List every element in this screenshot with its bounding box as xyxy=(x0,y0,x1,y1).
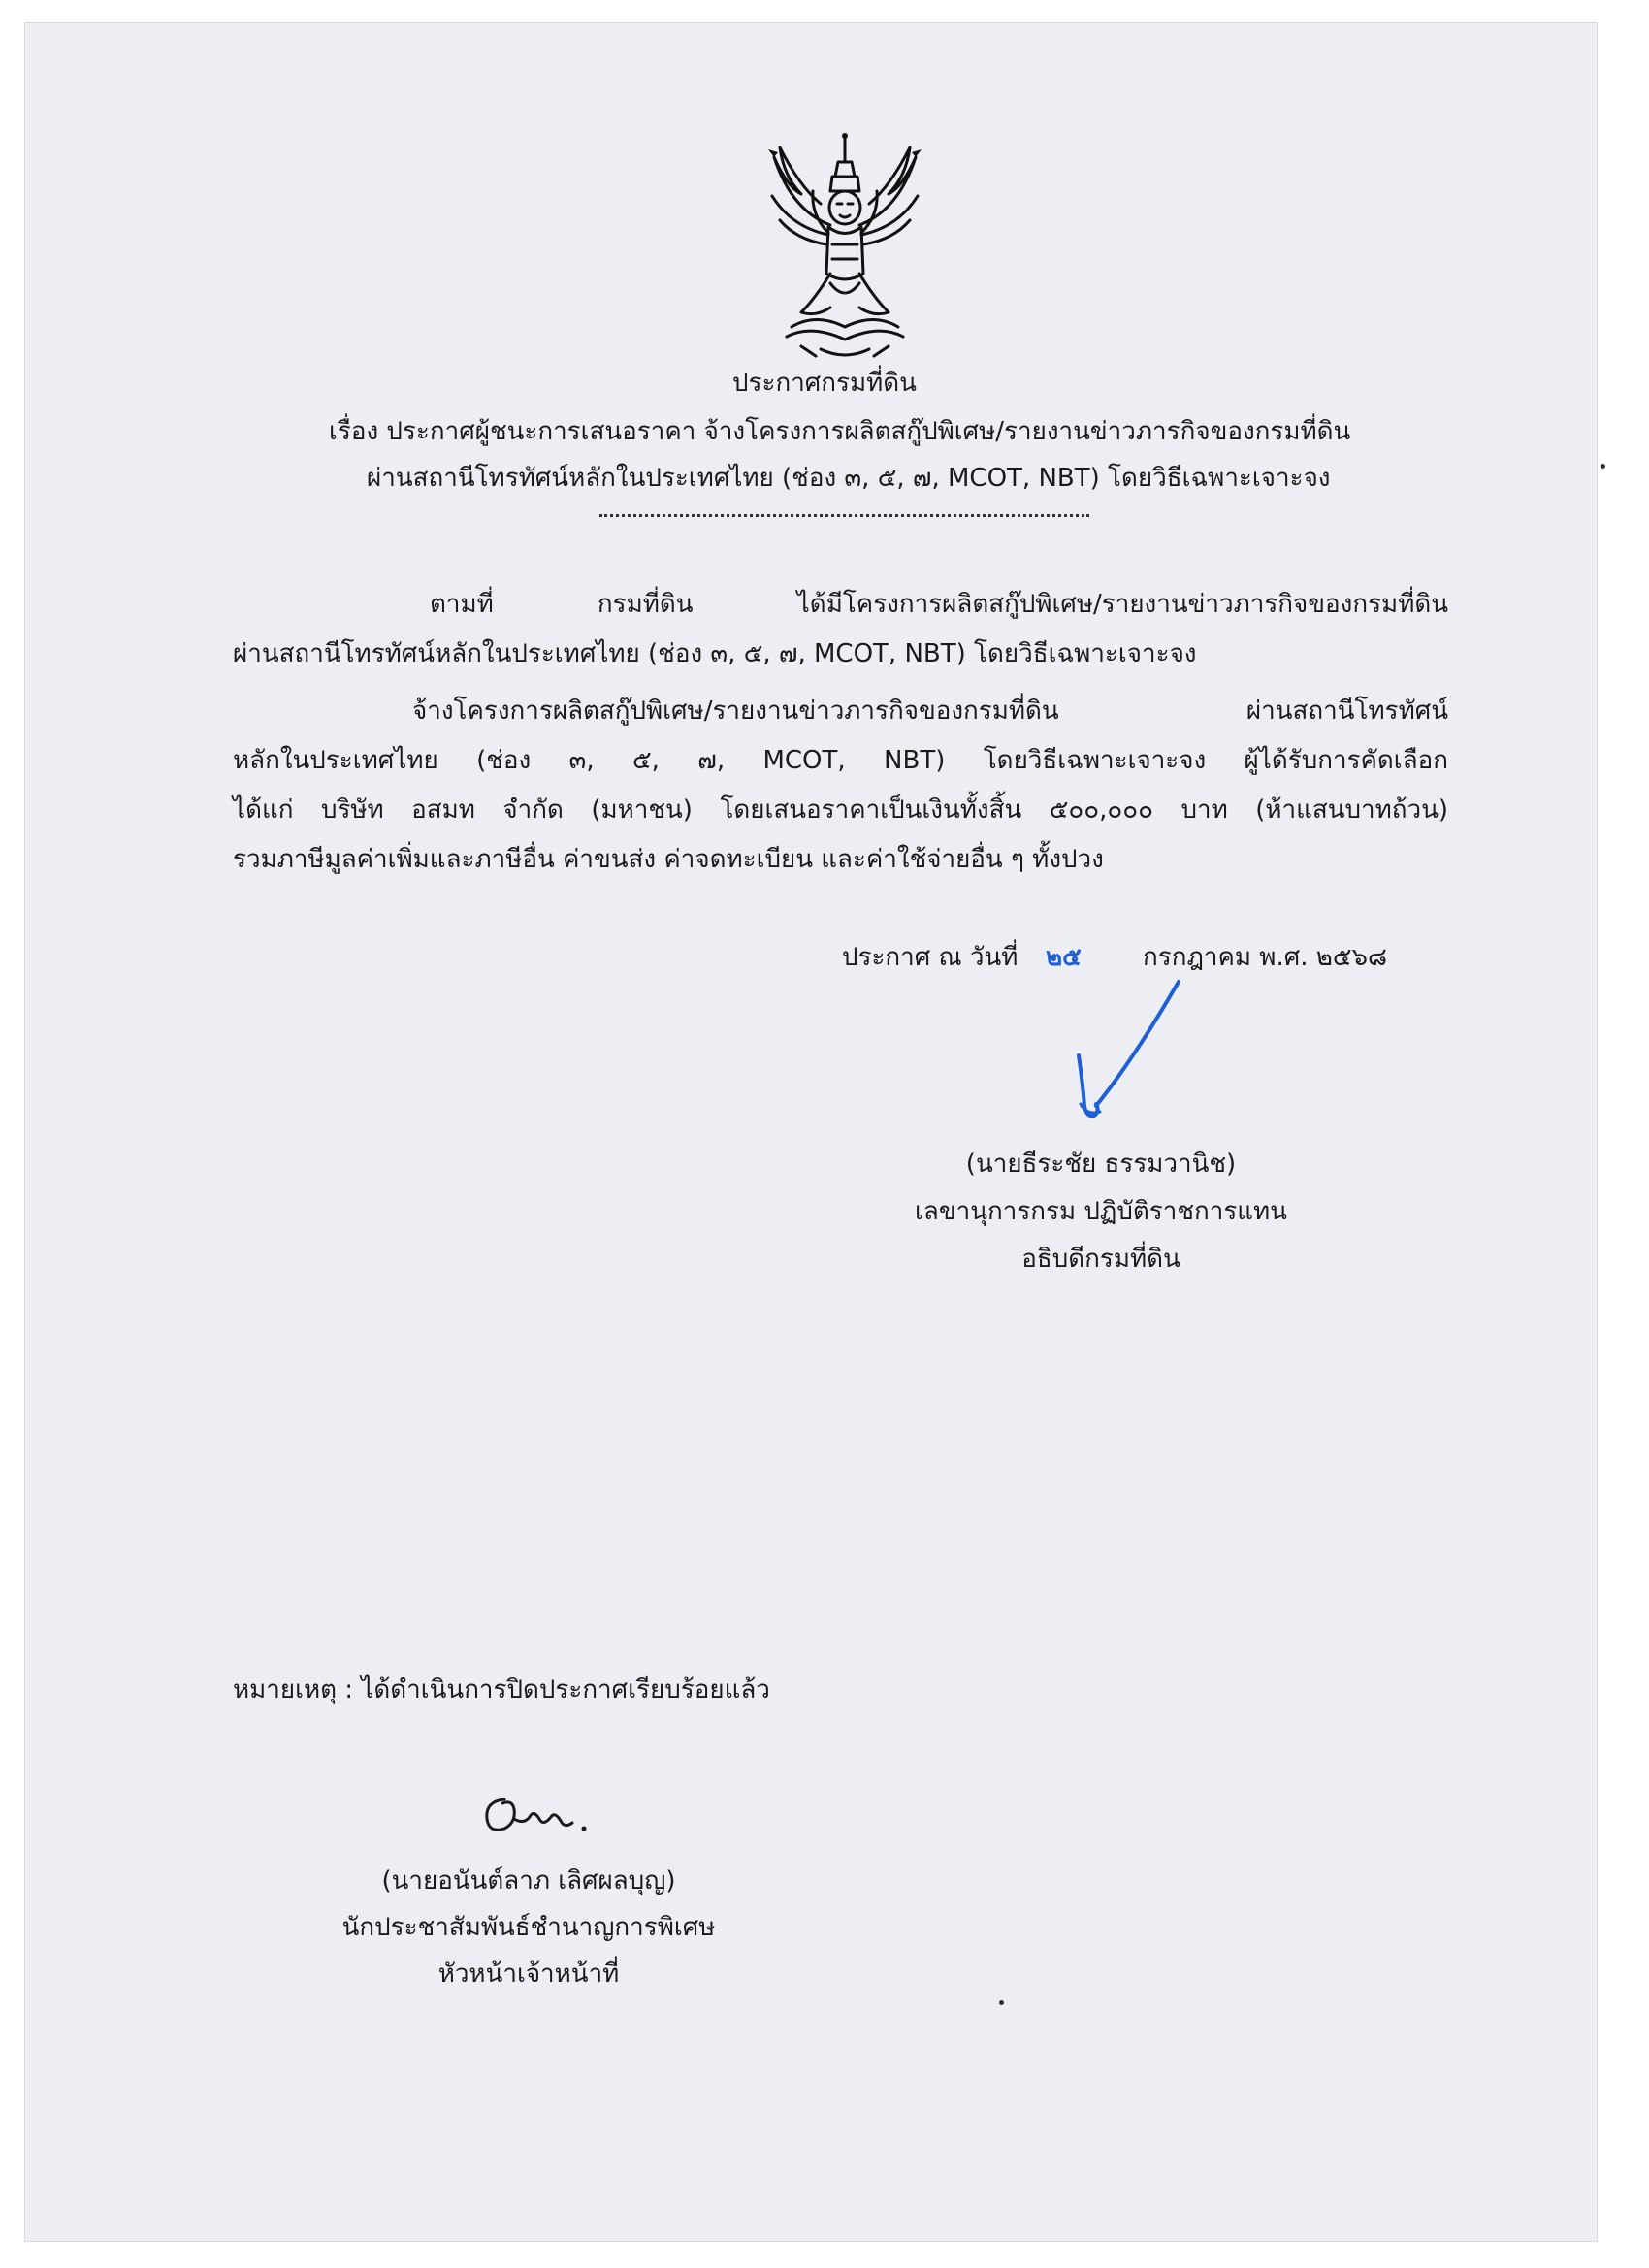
signatory-position-2: อธิบดีกรมที่ดิน xyxy=(1021,1245,1180,1274)
officer-signature xyxy=(475,1780,621,1853)
para1-line-2: ผ่านสถานีโทรทัศน์หลักในประเทศไทย (ช่อง ๓, ๕, ๗, MCOT, NBT) โดยวิธีเฉพาะเจาะจง xyxy=(233,639,1197,668)
para2-line-4: รวมภาษีมูลค่าเพิ่มและภาษีอื่น ค่าขนส่ง ค่าจดทะเบียน และค่าใช้จ่ายอื่น ๆ ทั้งปวง xyxy=(233,845,1104,874)
para1-line-1: ตามที่ กรมที่ดิน ได้มีโครงการผลิตสกู๊ปพิเศษ/รายงานข่าวภารกิจของกรมที่ดิน xyxy=(430,590,1448,619)
signatory-position-1: เลขานุการกรม ปฏิบัติราชการแทน xyxy=(915,1197,1287,1226)
officer-position-1: นักประชาสัมพันธ์ชำนาญการพิเศษ xyxy=(341,1913,716,1942)
officer-position-2: หัวหน้าเจ้าหน้าที่ xyxy=(437,1960,620,1989)
scan-speck xyxy=(1600,464,1605,469)
subject-line-2: ผ่านสถานีโทรทัศน์หลักในประเทศไทย (ช่อง ๓, ๕, ๗, MCOT, NBT) โดยวิธีเฉพาะเจาะจง xyxy=(367,464,1331,493)
officer-name: (นายอนันต์ลาภ เลิศผลบุญ) xyxy=(381,1866,676,1895)
garuda-emblem-icon xyxy=(762,118,927,361)
document-page xyxy=(25,23,1597,2241)
document-title: ประกาศกรมที่ดิน xyxy=(732,369,917,398)
para2-line-1: จ้างโครงการผลิตสกู๊ปพิเศษ/รายงานข่าวภารกิจของกรมที่ดิน ผ่านสถานีโทรทัศน์ xyxy=(412,697,1448,726)
para2-line-2: หลักในประเทศไทย (ช่อง ๓, ๕, ๗, MCOT, NBT) โดยวิธีเฉพาะเจาะจง ผู้ได้รับการคัดเลือก xyxy=(233,746,1448,775)
note-text: หมายเหตุ : ได้ดำเนินการปิดประกาศเรียบร้อยแล้ว xyxy=(233,1675,770,1704)
announce-month-year: กรกฎาคม พ.ศ. ๒๕๖๘ xyxy=(1143,943,1388,972)
announce-prefix: ประกาศ ณ วันที่ xyxy=(842,943,1018,972)
announce-day: ๒๕ xyxy=(1046,943,1082,972)
scan-speck xyxy=(999,2000,1004,2005)
subject-line-1: เรื่อง ประกาศผู้ชนะการเสนอราคา จ้างโครงการผลิตสกู๊ปพิเศษ/รายงานข่าวภารกิจของกรมที่ดิน xyxy=(329,417,1351,446)
header-divider xyxy=(599,514,1089,517)
director-signature xyxy=(1057,970,1212,1135)
signatory-name: (นายธีระชัย ธรรมวานิช) xyxy=(965,1150,1237,1179)
para2-line-3: ได้แก่ บริษัท อสมท จำกัด (มหาชน) โดยเสนอราคาเป็นเงินทั้งสิ้น ๕๐๐,๐๐๐ บาท (ห้าแสนบาทถ้วน) xyxy=(233,795,1448,825)
